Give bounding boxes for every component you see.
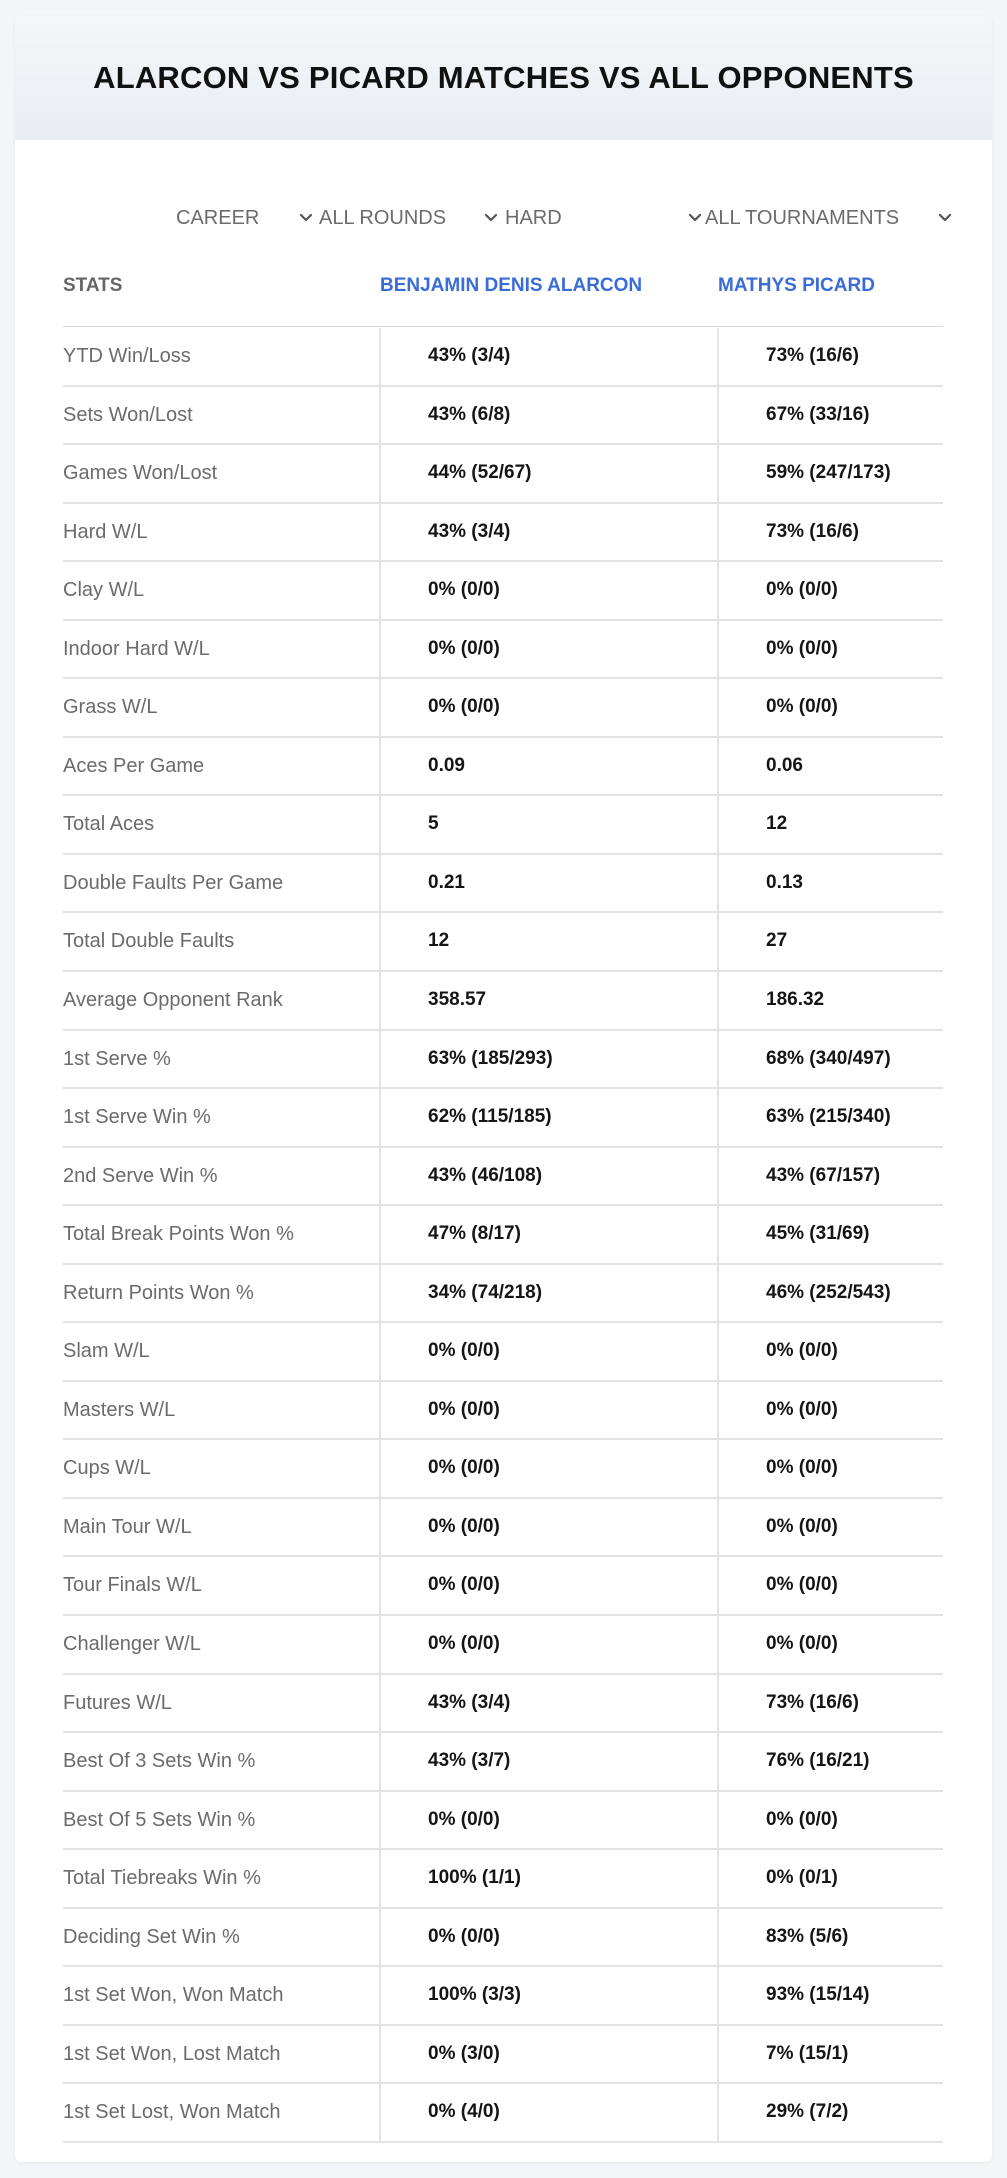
player1-stat-value: 0% (3/0) bbox=[428, 2042, 500, 2064]
player1-stat-value: 0% (0/0) bbox=[428, 1457, 500, 1479]
table-row bbox=[63, 2026, 943, 2085]
column-divider bbox=[379, 1089, 381, 1146]
stat-label: Total Break Points Won % bbox=[63, 1223, 294, 1246]
stat-label: 1st Serve % bbox=[63, 1047, 171, 1070]
player2-stat-value: 0% (0/0) bbox=[766, 1808, 838, 1830]
column-divider bbox=[717, 913, 719, 970]
column-divider bbox=[379, 1733, 381, 1790]
column-divider bbox=[717, 562, 719, 619]
player1-stat-value: 43% (3/4) bbox=[428, 520, 511, 542]
table-row bbox=[63, 1089, 943, 1148]
player1-stat-value: 0% (0/0) bbox=[428, 1398, 500, 1420]
stat-label: Clay W/L bbox=[63, 579, 145, 602]
player2-stat-value: 27 bbox=[766, 930, 788, 952]
player1-stat-value: 43% (3/4) bbox=[428, 345, 511, 366]
player1-stat-value: 0% (0/0) bbox=[428, 1633, 500, 1655]
stat-label: Futures W/L bbox=[63, 1691, 172, 1714]
column-divider bbox=[379, 1675, 381, 1732]
column-divider bbox=[717, 738, 719, 795]
chevron-down-icon bbox=[483, 210, 499, 226]
filter-bar bbox=[15, 188, 992, 248]
table-row bbox=[63, 1499, 943, 1558]
player2-stat-value: 0% (0/0) bbox=[766, 1574, 838, 1596]
column-divider bbox=[379, 2084, 381, 2141]
player1-stat-value: 0% (0/0) bbox=[428, 1808, 500, 1830]
stat-label: Cups W/L bbox=[63, 1457, 151, 1480]
player1-stat-value: 12 bbox=[428, 930, 450, 952]
column-divider bbox=[717, 1850, 719, 1907]
table-row bbox=[63, 1967, 943, 2026]
column-divider bbox=[717, 796, 719, 853]
stat-label: Total Tiebreaks Win % bbox=[63, 1867, 261, 1890]
column-divider bbox=[717, 1557, 719, 1614]
chevron-down-icon bbox=[687, 210, 703, 226]
table-row bbox=[63, 387, 943, 446]
column-divider bbox=[717, 1206, 719, 1263]
tournaments-filter-value: ALL TOURNAMENTS bbox=[705, 206, 900, 229]
column-divider bbox=[379, 1499, 381, 1556]
player2-stat-value: 83% (5/6) bbox=[766, 1925, 849, 1947]
player1-stat-value: 44% (52/67) bbox=[428, 462, 532, 484]
column-divider bbox=[717, 1909, 719, 1966]
column-divider bbox=[717, 1499, 719, 1556]
player2-stat-value: 0% (0/0) bbox=[766, 637, 838, 659]
stat-label: Main Tour W/L bbox=[63, 1515, 192, 1538]
column-divider bbox=[379, 504, 381, 561]
stat-label: 1st Set Won, Won Match bbox=[63, 1984, 284, 2007]
player1-stat-value: 43% (3/4) bbox=[428, 1691, 511, 1713]
table-row bbox=[63, 562, 943, 621]
surface-filter-value: HARD bbox=[505, 206, 562, 229]
table-row bbox=[63, 1909, 943, 1968]
table-row bbox=[63, 855, 943, 914]
column-divider bbox=[379, 1206, 381, 1263]
player2-stat-value: 0% (0/0) bbox=[766, 1340, 838, 1362]
column-divider bbox=[717, 1440, 719, 1497]
table-header bbox=[63, 266, 943, 327]
column-divider bbox=[379, 679, 381, 736]
player1-stat-value: 0% (0/0) bbox=[428, 696, 500, 718]
table-row bbox=[63, 504, 943, 563]
player2-stat-value: 186.32 bbox=[766, 989, 825, 1011]
stats-table-body bbox=[63, 328, 943, 2143]
rounds-filter-value: ALL ROUNDS bbox=[319, 206, 447, 229]
table-row bbox=[63, 1733, 943, 1792]
column-divider bbox=[717, 679, 719, 736]
player2-stat-value: 59% (247/173) bbox=[766, 462, 891, 484]
table-row bbox=[63, 1323, 943, 1382]
column-divider bbox=[717, 445, 719, 502]
chevron-down-icon bbox=[937, 210, 953, 226]
player2-column-header[interactable]: MATHYS PICARD bbox=[718, 275, 875, 296]
column-divider bbox=[379, 621, 381, 678]
column-divider bbox=[379, 1792, 381, 1849]
column-divider bbox=[717, 1675, 719, 1732]
player2-stat-value: 73% (16/6) bbox=[766, 520, 859, 542]
player2-stat-value: 7% (15/1) bbox=[766, 2042, 849, 2064]
page-title: ALARCON VS PICARD MATCHES VS ALL OPPONENTS bbox=[93, 60, 914, 95]
stat-label: Sets Won/Lost bbox=[63, 403, 193, 426]
player2-stat-value: 63% (215/340) bbox=[766, 1106, 891, 1128]
stat-label: YTD Win/Loss bbox=[63, 345, 191, 367]
table-row bbox=[63, 1616, 943, 1675]
player2-stat-value: 0% (0/0) bbox=[766, 1457, 838, 1479]
player1-stat-value: 47% (8/17) bbox=[428, 1223, 521, 1245]
table-row bbox=[63, 1675, 943, 1734]
table-row bbox=[63, 1382, 943, 1441]
player1-stat-value: 43% (6/8) bbox=[428, 403, 511, 425]
column-divider bbox=[379, 1850, 381, 1907]
table-row bbox=[63, 1148, 943, 1207]
column-divider bbox=[379, 913, 381, 970]
player2-stat-value: 0.13 bbox=[766, 871, 803, 893]
player1-stat-value: 0% (4/0) bbox=[428, 2101, 500, 2123]
column-divider bbox=[717, 855, 719, 912]
stat-label: Return Points Won % bbox=[63, 1281, 254, 1304]
column-divider bbox=[717, 1792, 719, 1849]
table-row bbox=[63, 1031, 943, 1090]
stats-card bbox=[15, 16, 992, 2162]
player1-stat-value: 63% (185/293) bbox=[428, 1047, 553, 1069]
column-divider bbox=[379, 1557, 381, 1614]
player2-stat-value: 0% (0/0) bbox=[766, 1398, 838, 1420]
column-divider bbox=[379, 1148, 381, 1205]
stat-label: 1st Set Won, Lost Match bbox=[63, 2042, 281, 2065]
player2-stat-value: 0% (0/0) bbox=[766, 696, 838, 718]
column-divider bbox=[717, 1089, 719, 1146]
player1-stat-value: 34% (74/218) bbox=[428, 1281, 543, 1303]
column-divider bbox=[379, 972, 381, 1029]
player2-stat-value: 0% (0/1) bbox=[766, 1867, 838, 1889]
player1-stat-value: 100% (3/3) bbox=[428, 1984, 521, 2006]
stat-label: Tour Finals W/L bbox=[63, 1574, 202, 1597]
stat-label: Deciding Set Win % bbox=[63, 1925, 240, 1948]
player2-stat-value: 0% (0/0) bbox=[766, 1633, 838, 1655]
column-divider bbox=[717, 1148, 719, 1205]
stat-label: Total Double Faults bbox=[63, 930, 235, 953]
table-row bbox=[63, 1557, 943, 1616]
table-row bbox=[63, 1440, 943, 1499]
table-row bbox=[63, 445, 943, 504]
table-row bbox=[63, 1792, 943, 1851]
column-divider bbox=[717, 1967, 719, 2024]
player2-stat-value: 0.06 bbox=[766, 754, 803, 776]
column-divider bbox=[379, 1967, 381, 2024]
rounds-filter-dropdown[interactable] bbox=[319, 188, 499, 248]
player2-stat-value: 76% (16/21) bbox=[766, 1750, 870, 1772]
column-divider bbox=[379, 2026, 381, 2083]
column-divider bbox=[379, 562, 381, 619]
column-divider bbox=[717, 972, 719, 1029]
stat-label: Aces Per Game bbox=[63, 754, 205, 777]
column-divider bbox=[717, 328, 719, 385]
column-divider bbox=[379, 1909, 381, 1966]
table-row bbox=[63, 1850, 943, 1909]
player2-stat-value: 0% (0/0) bbox=[766, 1515, 838, 1537]
stat-label: Total Aces bbox=[63, 813, 155, 836]
column-divider bbox=[717, 1733, 719, 1790]
table-row bbox=[63, 972, 943, 1031]
player2-stat-value: 67% (33/16) bbox=[766, 403, 870, 425]
table-row bbox=[63, 1265, 943, 1324]
table-row bbox=[63, 2084, 943, 2143]
stat-label: 2nd Serve Win % bbox=[63, 1164, 218, 1187]
column-divider bbox=[717, 621, 719, 678]
stat-label: Hard W/L bbox=[63, 520, 148, 543]
stat-label: Games Won/Lost bbox=[63, 462, 218, 485]
player1-column-header[interactable]: BENJAMIN DENIS ALARCON bbox=[380, 275, 643, 296]
column-divider bbox=[379, 855, 381, 912]
player2-stat-value: 93% (15/14) bbox=[766, 1984, 870, 2006]
player1-stat-value: 43% (3/7) bbox=[428, 1750, 511, 1772]
player1-stat-value: 62% (115/185) bbox=[428, 1106, 552, 1128]
player2-stat-value: 73% (16/6) bbox=[766, 345, 859, 366]
stat-label: 1st Set Lost, Won Match bbox=[63, 2101, 281, 2124]
column-divider bbox=[379, 1031, 381, 1088]
stat-label: Best Of 5 Sets Win % bbox=[63, 1808, 256, 1831]
career-filter-dropdown[interactable] bbox=[176, 188, 314, 248]
column-divider bbox=[379, 796, 381, 853]
player2-stat-value: 68% (340/497) bbox=[766, 1047, 891, 1069]
column-divider bbox=[379, 328, 381, 385]
column-divider bbox=[717, 1031, 719, 1088]
table-row bbox=[63, 796, 943, 855]
stat-label: 1st Serve Win % bbox=[63, 1106, 211, 1129]
player2-stat-value: 43% (67/157) bbox=[766, 1164, 881, 1186]
stat-label: Indoor Hard W/L bbox=[63, 637, 210, 660]
table-row bbox=[63, 679, 943, 738]
player1-stat-value: 0% (0/0) bbox=[428, 1925, 500, 1947]
column-divider bbox=[379, 445, 381, 502]
column-divider bbox=[379, 1323, 381, 1380]
column-divider bbox=[379, 1440, 381, 1497]
column-divider bbox=[717, 1323, 719, 1380]
column-divider bbox=[379, 1382, 381, 1439]
table-row bbox=[63, 621, 943, 680]
career-filter-value: CAREER bbox=[176, 206, 260, 229]
player2-stat-value: 45% (31/69) bbox=[766, 1223, 870, 1245]
column-divider bbox=[379, 387, 381, 444]
tournaments-filter-dropdown[interactable] bbox=[705, 188, 953, 248]
surface-filter-dropdown[interactable] bbox=[505, 188, 703, 248]
chevron-down-icon bbox=[298, 210, 314, 226]
player1-stat-value: 0% (0/0) bbox=[428, 1574, 500, 1596]
player1-stat-value: 0% (0/0) bbox=[428, 1515, 500, 1537]
column-divider bbox=[379, 1265, 381, 1322]
column-divider bbox=[379, 738, 381, 795]
player1-stat-value: 43% (46/108) bbox=[428, 1164, 543, 1186]
stat-label: Best Of 3 Sets Win % bbox=[63, 1750, 256, 1773]
column-divider bbox=[717, 504, 719, 561]
stat-label: Challenger W/L bbox=[63, 1633, 201, 1656]
player2-stat-value: 46% (252/543) bbox=[766, 1281, 891, 1303]
header bbox=[15, 16, 992, 140]
player2-stat-value: 12 bbox=[766, 813, 788, 835]
stat-label: Average Opponent Rank bbox=[63, 989, 283, 1012]
player1-stat-value: 358.57 bbox=[428, 989, 487, 1011]
player1-stat-value: 0% (0/0) bbox=[428, 579, 500, 601]
stat-label: Grass W/L bbox=[63, 696, 158, 719]
player2-stat-value: 29% (7/2) bbox=[766, 2101, 849, 2123]
table-row bbox=[63, 913, 943, 972]
column-divider bbox=[717, 1265, 719, 1322]
player1-stat-value: 0% (0/0) bbox=[428, 1340, 500, 1362]
player1-stat-value: 0.09 bbox=[428, 754, 465, 776]
column-divider bbox=[717, 2084, 719, 2141]
player2-stat-value: 73% (16/6) bbox=[766, 1691, 859, 1713]
stat-label: Double Faults Per Game bbox=[63, 871, 284, 894]
stats-column-header: STATS bbox=[63, 275, 123, 296]
table-row bbox=[63, 328, 943, 387]
player1-stat-value: 0.21 bbox=[428, 871, 465, 893]
player1-stat-value: 0% (0/0) bbox=[428, 637, 500, 659]
column-divider bbox=[717, 1382, 719, 1439]
column-divider bbox=[717, 387, 719, 444]
player1-stat-value: 5 bbox=[428, 813, 439, 835]
table-row bbox=[63, 1206, 943, 1265]
column-divider bbox=[717, 2026, 719, 2083]
table-row bbox=[63, 738, 943, 797]
stat-label: Masters W/L bbox=[63, 1398, 176, 1421]
stat-label: Slam W/L bbox=[63, 1340, 150, 1363]
player1-stat-value: 100% (1/1) bbox=[428, 1867, 521, 1889]
player2-stat-value: 0% (0/0) bbox=[766, 579, 838, 601]
column-divider bbox=[379, 1616, 381, 1673]
column-divider bbox=[717, 1616, 719, 1673]
